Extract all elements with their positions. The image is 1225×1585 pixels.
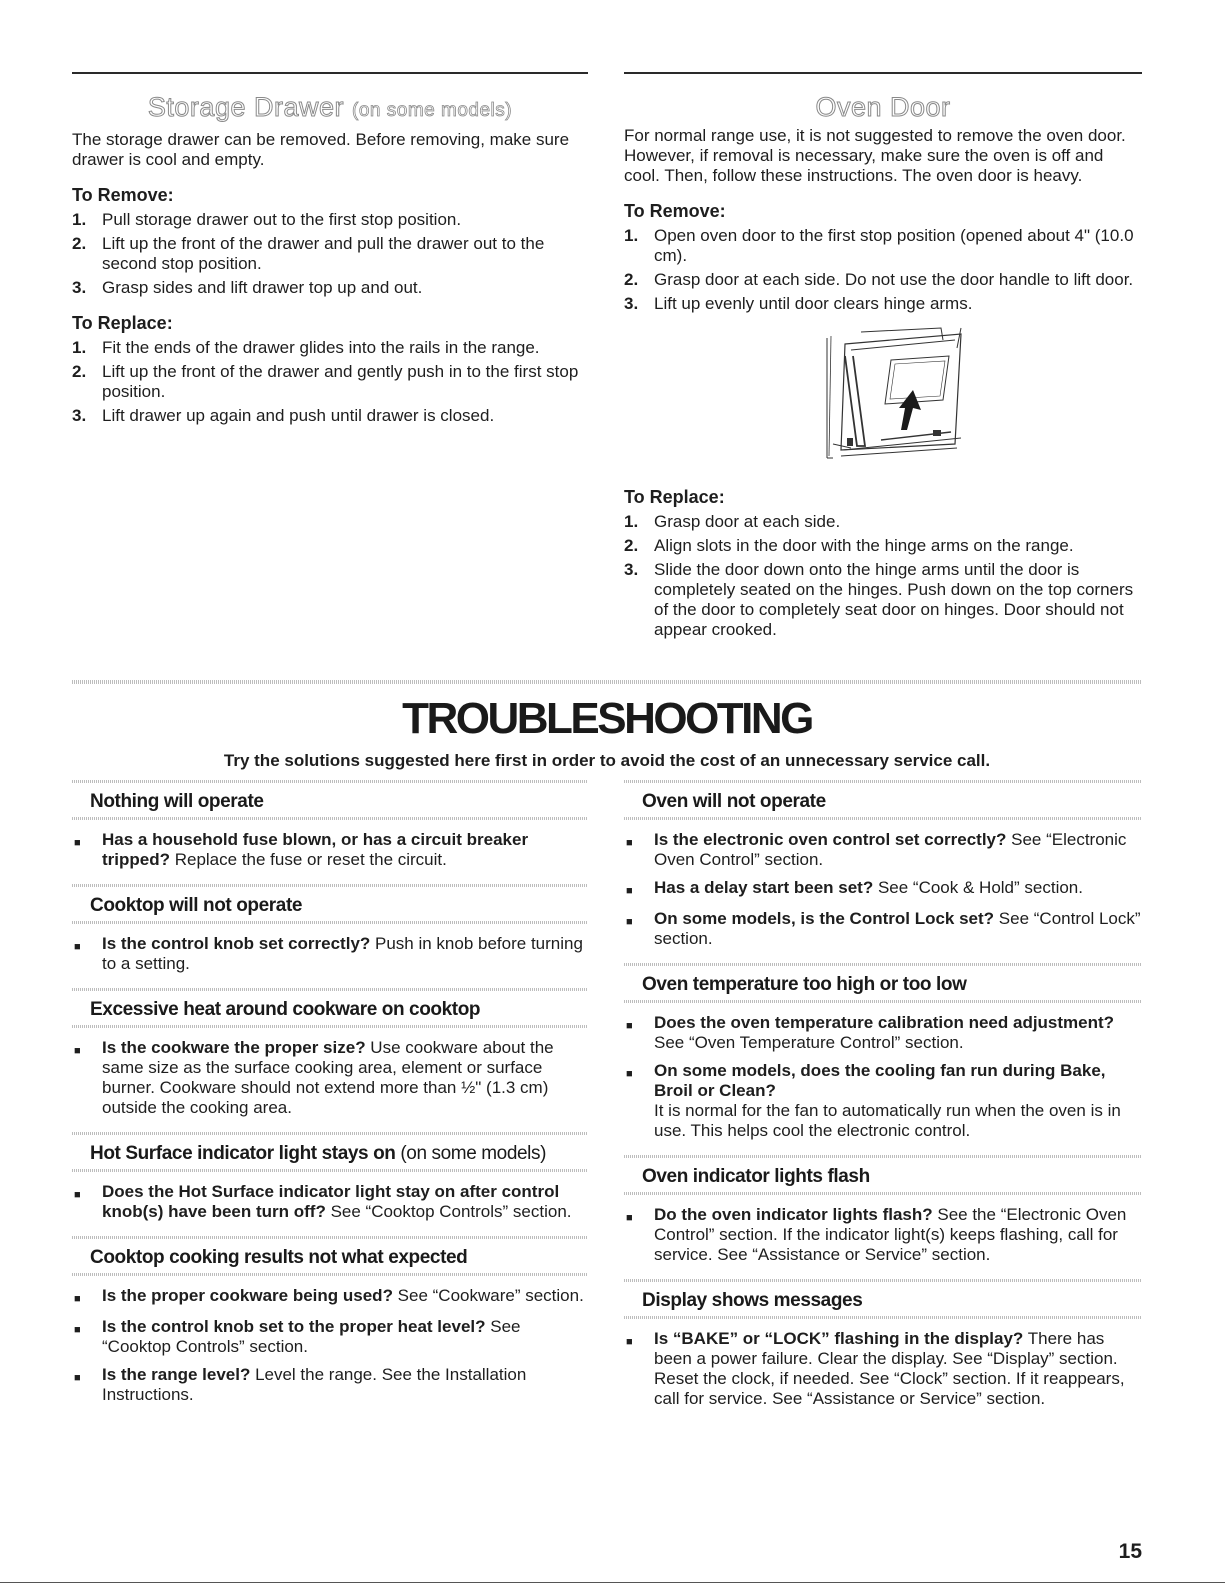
ts-item <box>72 934 588 974</box>
ts-answer: See “Oven Temperature Control” section. <box>654 1033 964 1052</box>
storage-drawer-intro: The storage drawer can be removed. Before removing, make sure drawer is cool and empty. <box>72 130 570 169</box>
step-item <box>72 234 588 274</box>
ts-section-oven-temperature <box>624 963 1142 1155</box>
ts-item <box>72 830 588 870</box>
ts-item <box>72 1317 588 1357</box>
ts-question: Is the control knob set correctly? <box>102 934 371 953</box>
ts-answer: Use cookware about the same size as the surface cooking area, element or surface burner. Cookware should not extend more than ½" (1.3 cm) outside the cooking area. <box>102 1038 554 1117</box>
storage-drawer-title <box>72 90 588 128</box>
step-item <box>624 536 1142 556</box>
storage-drawer-title-text: Storage Drawer <box>147 92 344 122</box>
step-number: 1. <box>624 226 639 245</box>
ts-question: On some models, is the Control Lock set? <box>654 909 995 928</box>
ts-question: Is the proper cookware being used? <box>102 1286 393 1305</box>
step-text: Open oven door to the first stop position (opened about 4" (10.0 cm). <box>654 226 1134 265</box>
ts-item <box>624 878 1142 901</box>
ts-question: Does the oven temperature calibration need adjustment? <box>654 1013 1115 1032</box>
ts-question: Do the oven indicator lights flash? <box>654 1205 933 1224</box>
ts-answer: See “Cooktop Controls” section. <box>325 1202 572 1221</box>
ts-question: On some models, does the cooling fan run during Bake, Broil or Clean? <box>654 1061 1106 1100</box>
step-number: 1. <box>624 512 639 531</box>
ts-answer: See “Cookware” section. <box>392 1286 584 1305</box>
ts-section-heading <box>624 1158 1142 1192</box>
heading-text: Display shows messages <box>642 1290 863 1311</box>
heading-text: Oven indicator lights flash <box>642 1166 870 1187</box>
ts-item-list <box>72 1028 588 1132</box>
step-item <box>624 512 1142 532</box>
step-item <box>624 226 1142 266</box>
ts-item <box>624 1329 1142 1409</box>
step-item <box>72 210 588 230</box>
step-item <box>624 294 1142 314</box>
ts-item-list <box>72 924 588 988</box>
step-item <box>72 406 588 426</box>
square-bullet-icon: ■ <box>626 885 633 897</box>
section-rule <box>72 72 588 74</box>
ts-detail: It is normal for the fan to automatically run when the oven is in use. This helps cool the electronic control. <box>654 1101 1121 1140</box>
oven-door-section <box>624 72 1142 640</box>
ts-answer: Level the range. See the Installation Instructions. <box>102 1365 527 1404</box>
storage-remove-heading: To Remove: <box>72 185 174 205</box>
oven-door-title: Oven Door <box>815 92 951 122</box>
troubleshooting-intro: Try the solutions suggested here first in order to avoid the cost of an unnecessary service call. <box>223 751 991 770</box>
ts-section-heading <box>624 1282 1142 1316</box>
square-bullet-icon: ■ <box>74 1189 81 1201</box>
step-number: 2. <box>624 270 639 289</box>
storage-drawer-section <box>72 72 588 426</box>
square-bullet-icon: ■ <box>626 1212 633 1224</box>
square-bullet-icon: ■ <box>74 1372 81 1384</box>
step-text: Grasp door at each side. Do not use the door handle to lift door. <box>654 270 1134 289</box>
heading-text: Oven will not operate <box>642 791 826 812</box>
step-text: Pull storage drawer out to the first stop position. <box>102 210 462 229</box>
ts-question: Has a household fuse blown, or has a circuit breaker tripped? <box>102 830 529 869</box>
square-bullet-icon: ■ <box>626 837 633 849</box>
ts-question: Is the control knob set to the proper heat level? <box>102 1317 486 1336</box>
square-bullet-icon: ■ <box>626 1068 633 1080</box>
ts-item <box>624 830 1142 870</box>
ts-question: Is the electronic oven control set correctly? <box>654 830 1007 849</box>
step-item <box>72 362 588 402</box>
oven-replace-heading: To Replace: <box>624 487 725 507</box>
ts-item-list <box>624 1319 1142 1423</box>
heading-text: Hot Surface indicator light stays on <box>90 1143 396 1164</box>
step-text: Lift up evenly until door clears hinge arms. <box>654 294 973 313</box>
ts-answer: See “Cooktop Controls” section. <box>102 1317 521 1356</box>
square-bullet-icon: ■ <box>626 1336 633 1348</box>
ts-question: Does the Hot Surface indicator light stay on after control knob(s) have been turn off? <box>102 1182 560 1221</box>
storage-remove-steps <box>72 210 588 298</box>
step-text: Align slots in the door with the hinge arms on the range. <box>654 536 1074 555</box>
oven-remove-steps <box>624 226 1142 314</box>
troubleshooting-left-column <box>72 780 588 1419</box>
ts-item-list <box>624 820 1142 963</box>
oven-door-intro: For normal range use, it is not suggested to remove the oven door. However, if removal is necessary, make sure the oven is off and cool. Then, follow these instructions. The oven door is heavy. <box>624 126 1126 185</box>
step-text: Fit the ends of the drawer glides into the rails in the range. <box>102 338 540 357</box>
heading-note: (on some models) <box>395 1143 547 1164</box>
step-item <box>624 270 1142 290</box>
ts-question: Is the cookware the proper size? <box>102 1038 366 1057</box>
square-bullet-icon: ■ <box>74 1293 81 1305</box>
step-text: Grasp sides and lift drawer top up and out. <box>102 278 423 297</box>
ts-item-list <box>72 1172 588 1236</box>
ts-section-heading <box>624 966 1142 1000</box>
step-text: Slide the door down onto the hinge arms until the door is completely seated on the hinges. Push down on the top corners of the door to completely seat door on hinges. Door should not appear crooked. <box>654 560 1134 639</box>
ts-item <box>624 909 1142 949</box>
section-rule <box>624 72 1142 74</box>
ts-section-heading <box>72 887 588 921</box>
storage-replace-heading: To Replace: <box>72 313 173 333</box>
step-text: Lift up the front of the drawer and gently push in to the first stop position. <box>102 362 579 401</box>
ts-section-heading <box>624 783 1142 817</box>
oven-remove-heading: To Remove: <box>624 201 726 221</box>
ts-section-oven-will-not-operate <box>624 780 1142 963</box>
ts-item-list <box>72 1276 588 1419</box>
ts-section-hot-surface-light <box>72 1132 588 1236</box>
ts-question: Is “BAKE” or “LOCK” flashing in the display? <box>654 1329 1024 1348</box>
ts-item <box>624 1013 1142 1053</box>
step-text: Grasp door at each side. <box>654 512 841 531</box>
ts-item <box>72 1038 588 1118</box>
heading-text: Oven temperature too high or too low <box>642 974 967 995</box>
heading-text: Cooktop will not operate <box>90 895 303 916</box>
ts-section-heading <box>72 991 588 1025</box>
step-number: 1. <box>72 210 87 229</box>
heading-text: Excessive heat around cookware on cooktop <box>90 999 481 1020</box>
ts-item <box>72 1286 588 1309</box>
ts-section-heading <box>72 1135 588 1169</box>
ts-item <box>624 1061 1142 1141</box>
oven-door-removal-illustration <box>821 326 966 466</box>
ts-item <box>72 1365 588 1405</box>
troubleshooting-title: TROUBLESHOOTING <box>402 694 812 743</box>
ts-answer: See the “Electronic Oven Control” section. If the indicator light(s) keeps flashing, call for service. See “Assistance or Service” section. <box>654 1205 1127 1264</box>
ts-item <box>72 1182 588 1222</box>
step-number: 3. <box>72 406 87 425</box>
page-bottom-edge <box>0 1582 1225 1583</box>
step-number: 2. <box>624 536 639 555</box>
ts-question: Has a delay start been set? <box>654 878 874 897</box>
ts-item-list <box>624 1003 1142 1155</box>
troubleshooting-right-column <box>624 780 1142 1423</box>
heading-text: Cooktop cooking results not what expected <box>90 1247 468 1268</box>
square-bullet-icon: ■ <box>74 1045 81 1057</box>
ts-item <box>624 1205 1142 1265</box>
square-bullet-icon: ■ <box>74 837 81 849</box>
square-bullet-icon: ■ <box>626 1020 633 1032</box>
ts-item-list <box>624 1195 1142 1279</box>
square-bullet-icon: ■ <box>74 1324 81 1336</box>
square-bullet-icon: ■ <box>74 941 81 953</box>
step-item <box>624 560 1142 640</box>
ts-answer: There has been a power failure. Clear the display. See “Display” section. Reset the clock, if needed. See “Clock” section. If it reappears, call for service. See “Assistance or Service” section. <box>654 1329 1125 1408</box>
step-text: Lift drawer up again and push until drawer is closed. <box>102 406 495 425</box>
section-divider <box>72 680 1142 684</box>
ts-section-cooktop-results <box>72 1236 588 1419</box>
step-item <box>72 278 588 298</box>
ts-section-heading <box>72 783 588 817</box>
ts-section-display-messages <box>624 1279 1142 1423</box>
heading-text: Nothing will operate <box>90 791 264 812</box>
ts-answer: Push in knob before turning to a setting. <box>102 934 583 973</box>
step-number: 3. <box>624 294 639 313</box>
ts-section-cooktop-will-not-operate <box>72 884 588 988</box>
storage-drawer-title-note: (on some models) <box>352 100 513 121</box>
storage-replace-steps <box>72 338 588 426</box>
ts-section-excessive-heat <box>72 988 588 1132</box>
step-number: 2. <box>72 362 87 381</box>
ts-answer: See “Cook & Hold” section. <box>873 878 1083 897</box>
ts-section-indicator-lights <box>624 1155 1142 1279</box>
step-number: 3. <box>72 278 87 297</box>
ts-answer: Replace the fuse or reset the circuit. <box>170 850 447 869</box>
step-number: 3. <box>624 560 639 579</box>
step-text: Lift up the front of the drawer and pull the drawer out to the second stop position. <box>102 234 545 273</box>
step-number: 2. <box>72 234 87 253</box>
ts-answer: See “Electronic Oven Control” section. <box>654 830 1127 869</box>
step-number: 1. <box>72 338 87 357</box>
ts-item-list <box>72 820 588 884</box>
ts-section-nothing-will-operate <box>72 780 588 884</box>
square-bullet-icon: ■ <box>626 916 633 928</box>
ts-section-heading <box>72 1239 588 1273</box>
ts-question: Is the range level? <box>102 1365 251 1384</box>
ts-answer: See “Control Lock” section. <box>654 909 1141 948</box>
page-number: 15 <box>1118 1540 1142 1563</box>
step-item <box>72 338 588 358</box>
oven-replace-steps <box>624 512 1142 640</box>
